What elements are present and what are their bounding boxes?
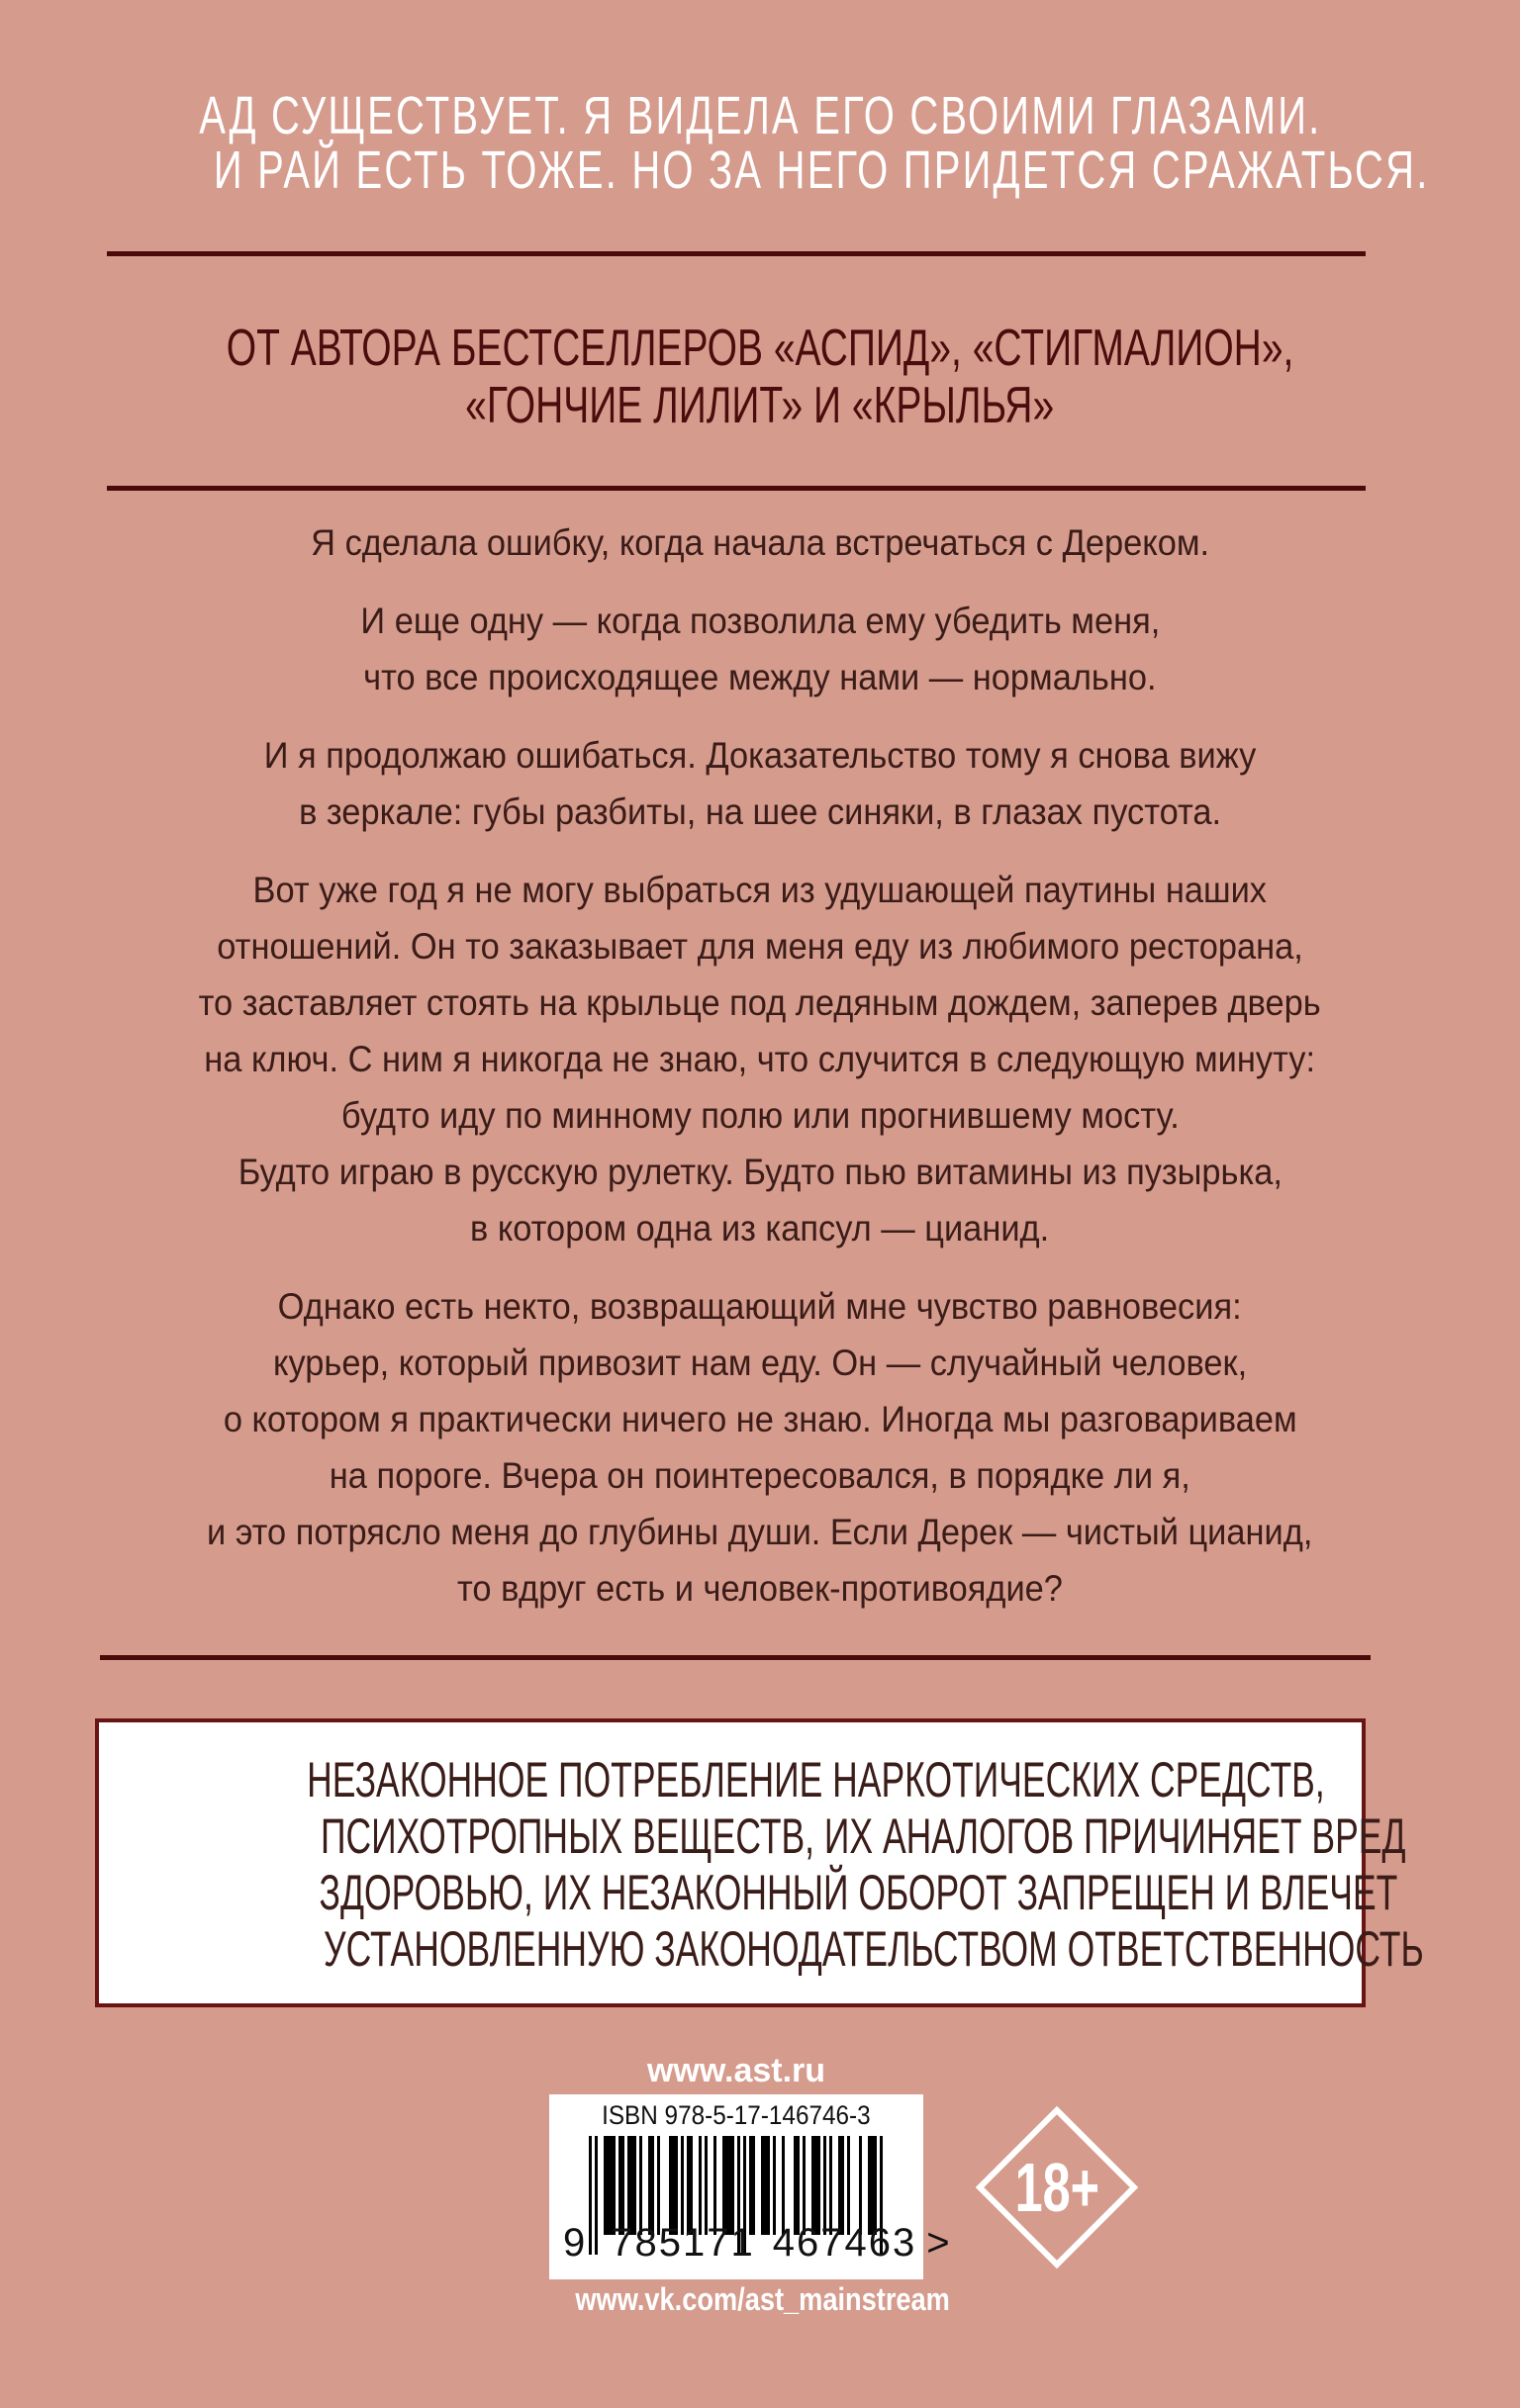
divider [107, 486, 1366, 491]
barcode-bar [618, 2136, 624, 2235]
barcode-bar [773, 2136, 776, 2235]
blurb-line: на пороге. Вчера он поинтересовался, в порядке ли я, [329, 1455, 1191, 1496]
blurb-line: Будто играю в русскую рулетку. Будто пью витамины из пузырька, [238, 1152, 1282, 1192]
legal-warning-box [95, 1718, 1424, 2007]
headline-line-2: И РАЙ ЕСТЬ ТОЖЕ. НО ЗА НЕГО ПРИДЕТСЯ СРАЖАТЬСЯ. [213, 140, 1430, 200]
blurb-line: то заставляет стоять на крыльце под ледяным дождем, заперев дверь [198, 982, 1322, 1023]
barcode-bar [669, 2136, 678, 2235]
warning-line: НЕЗАКОННОЕ ПОТРЕБЛЕНИЕ НАРКОТИЧЕСКИХ СРЕДСТВ, [307, 1752, 1325, 1807]
author-note-line-1: ОТ АВТОРА БЕСТСЕЛЛЕРОВ «АСПИД», «СТИГМАЛИОН», [226, 320, 1294, 377]
barcode-bar [803, 2136, 806, 2235]
blurb-paragraph [0, 593, 1520, 705]
barcode [549, 2094, 950, 2279]
blurb-line: Однако есть некто, возвращающий мне чувство равновесия: [277, 1286, 1243, 1327]
barcode-bar [627, 2136, 636, 2235]
barcode-bar [761, 2136, 770, 2235]
barcode-bar [699, 2136, 702, 2235]
blurb-line: в котором одна из капсул — цианид. [470, 1208, 1050, 1249]
author-note-line-2: «ГОНЧИЕ ЛИЛИТ» И «КРЫЛЬЯ» [465, 377, 1055, 434]
barcode-bar [639, 2136, 642, 2235]
blurb-line: отношений. Он то заказывает для меня еду из любимого ресторана, [217, 926, 1303, 967]
barcode-digits: 9 785171 467463 > [563, 2221, 950, 2265]
blurb-line: И еще одну — когда позволила ему убедить меня, [360, 601, 1160, 641]
barcode-bar [657, 2136, 660, 2235]
barcode-bar [604, 2136, 616, 2235]
blurb-line: то вдруг есть и человек-противоядие? [457, 1568, 1063, 1609]
blurb-line: курьер, который привозит нам еду. Он — случайный человек, [272, 1343, 1248, 1383]
warning-line: ПСИХОТРОПНЫХ ВЕЩЕСТВ, ИХ АНАЛОГОВ ПРИЧИНЯЕТ ВРЕД [320, 1808, 1406, 1864]
blurb-text [0, 514, 1520, 1638]
age-rating-badge [975, 2105, 1139, 2269]
blurb-paragraph [0, 862, 1520, 1256]
age-rating-label: 18+ [1014, 2149, 1099, 2226]
barcode-bar [838, 2136, 844, 2235]
barcode-bar [722, 2136, 734, 2235]
warning-line: УСТАНОВЛЕННУЮ ЗАКОНОДАТЕЛЬСТВОМ ОТВЕТСТВЕННОСТЬ [324, 1921, 1424, 1977]
isbn-label: ISBN 978-5-17-146746-3 [602, 2100, 871, 2130]
barcode-bar [687, 2136, 693, 2235]
barcode-bar [823, 2136, 826, 2235]
barcode-bar [782, 2136, 785, 2235]
warning-line: ЗДОРОВЬЮ, ИХ НЕЗАКОННЫЙ ОБОРОТ ЗАПРЕЩЕН И ВЛЕЧЕТ [319, 1865, 1398, 1920]
barcode-bar [705, 2136, 708, 2235]
blurb-line: Вот уже год я не могу выбраться из удушающей паутины наших [252, 870, 1268, 910]
barcode-bar [794, 2136, 800, 2235]
divider [107, 251, 1366, 256]
barcode-bar [811, 2136, 820, 2235]
blurb-line: на ключ. С ним я никогда не знаю, что случится в следующую минуту: [204, 1039, 1316, 1079]
blurb-line: Я сделала ошибку, когда начала встречаться с Дереком. [311, 522, 1209, 563]
divider [100, 1655, 1371, 1660]
barcode-bar [847, 2136, 850, 2235]
blurb-paragraph [0, 727, 1520, 840]
barcode-bar [868, 2136, 877, 2235]
barcode-bar [681, 2136, 684, 2235]
barcode-bar [749, 2136, 755, 2235]
blurb-line: И я продолжаю ошибаться. Доказательство тому я снова вижу [263, 735, 1257, 776]
headline-line-1: АД СУЩЕСТВУЕТ. Я ВИДЕЛА ЕГО СВОИМИ ГЛАЗАМИ. [198, 86, 1322, 145]
social-link[interactable]: www.vk.com/ast_mainstream [575, 2281, 950, 2317]
blurb-line: и это потрясло меня до глубины души. Если Дерек — чистый цианид, [207, 1512, 1313, 1552]
barcode-bar [648, 2136, 654, 2235]
blurb-line: будто иду по минному полю или прогнившему мосту. [340, 1095, 1180, 1136]
blurb-paragraph [0, 1278, 1520, 1617]
blurb-line: в зеркале: губы разбиты, на шее синяки, в глазах пустота. [298, 791, 1221, 832]
blurb-line: что все происходящее между нами — нормально. [363, 657, 1157, 697]
barcode-bar [829, 2136, 832, 2235]
blurb-paragraph [0, 514, 1520, 571]
barcode-bar [859, 2136, 862, 2235]
publisher-site-link[interactable]: www.ast.ru [646, 2052, 826, 2089]
blurb-line: о котором я практически ничего не знаю. Иногда мы разговариваем [223, 1399, 1297, 1439]
barcode-bar [713, 2136, 716, 2235]
